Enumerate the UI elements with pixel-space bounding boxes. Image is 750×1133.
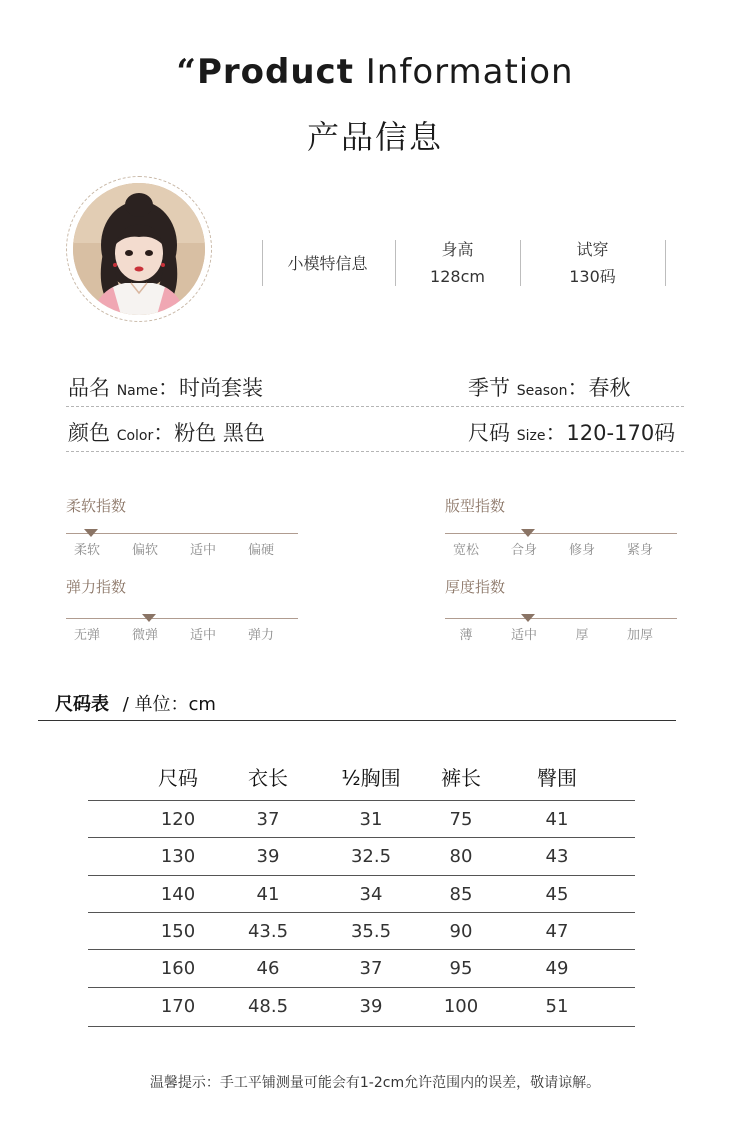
table-row-divider: [88, 875, 635, 876]
table-cell: 140: [160, 884, 196, 905]
table-cell: 41: [256, 884, 280, 905]
softness-index-label: 偏软: [131, 543, 158, 558]
table-cell: 95: [449, 958, 473, 979]
table-row-divider: [88, 800, 635, 801]
softness-index-scale: [66, 533, 298, 534]
table-header-cell: 衣长: [248, 766, 288, 790]
table-cell: 31: [359, 809, 383, 830]
softness-index-marker-icon: [84, 529, 98, 537]
fit-index-label: 修身: [568, 543, 595, 558]
fit-index-label: 宽松: [452, 543, 479, 558]
divider: [665, 240, 666, 286]
table-cell: 43.5: [247, 921, 289, 942]
title-rest: Information: [365, 52, 574, 92]
table-row-divider: [88, 1026, 635, 1027]
softness-index-label: 偏硬: [247, 543, 274, 558]
table-cell: 160: [160, 958, 196, 979]
color: 颜色 Color：粉色 黑色: [68, 421, 265, 445]
fit-index-label: 合身: [510, 543, 537, 558]
elasticity-index-title: 弹力指数: [66, 578, 127, 596]
table-cell: 32.5: [350, 846, 392, 867]
table-cell: 37: [256, 809, 280, 830]
divider: [262, 240, 263, 286]
fit-index-marker-icon: [521, 529, 535, 537]
table-cell: 100: [443, 996, 479, 1017]
table-row-divider: [88, 987, 635, 988]
table-row-divider: [88, 912, 635, 913]
table-cell: 35.5: [350, 921, 392, 942]
height-value: 128cm: [430, 267, 485, 286]
model-photo-icon: [73, 183, 205, 315]
table-cell: 43: [545, 846, 569, 867]
product-name: 品名 Name：时尚套装: [68, 376, 263, 400]
thickness-index-title: 厚度指数: [445, 578, 506, 596]
thickness-index-scale: [445, 618, 677, 619]
table-cell: 34: [359, 884, 383, 905]
title-bold: Product: [196, 52, 354, 92]
table-header-cell: 臀围: [537, 766, 577, 790]
table-cell: 45: [545, 884, 569, 905]
tryon-value: 130码: [569, 267, 616, 286]
table-cell: 90: [449, 921, 473, 942]
table-cell: 120: [160, 809, 196, 830]
thickness-index-label: 厚: [575, 628, 589, 643]
softness-index-label: 柔软: [73, 543, 100, 558]
table-cell: 41: [545, 809, 569, 830]
table-cell: 75: [449, 809, 473, 830]
table-cell: 39: [256, 846, 280, 867]
divider: [395, 240, 396, 286]
quote-mark: “: [176, 52, 197, 92]
elasticity-index-label: 微弹: [131, 628, 158, 643]
page-title-cn: 产品信息: [306, 118, 443, 156]
thickness-index-label: 适中: [510, 628, 537, 643]
model-label: 小模特信息: [287, 254, 368, 273]
dashed-divider: [66, 406, 684, 407]
elasticity-index-label: 无弹: [73, 628, 100, 643]
table-cell: 37: [359, 958, 383, 979]
fit-index-scale: [445, 533, 677, 534]
thickness-index-label: 薄: [459, 628, 473, 643]
table-rule: [38, 720, 676, 721]
height-label: 身高: [441, 240, 474, 259]
page-title-en: [0, 52, 750, 92]
table-cell: 85: [449, 884, 473, 905]
fit-index-label: 紧身: [626, 543, 653, 558]
table-cell: 170: [160, 996, 196, 1017]
table-header-cell: 裤长: [441, 766, 481, 790]
elasticity-index-marker-icon: [142, 614, 156, 622]
table-cell: 51: [545, 996, 569, 1017]
table-cell: 80: [449, 846, 473, 867]
avatar: [73, 183, 205, 315]
thickness-index-label: 加厚: [626, 628, 653, 643]
divider: [520, 240, 521, 286]
dashed-divider: [66, 451, 684, 452]
thickness-index-marker-icon: [521, 614, 535, 622]
table-cell: 49: [545, 958, 569, 979]
elasticity-index-scale: [66, 618, 298, 619]
season: 季节 Season：春秋: [468, 376, 631, 400]
tryon-label: 试穿: [576, 240, 609, 259]
table-header-cell: ½胸围: [341, 766, 401, 790]
table-cell: 46: [256, 958, 280, 979]
table-cell: 47: [545, 921, 569, 942]
size-range: 尺码 Size：120-170码: [468, 421, 676, 445]
elasticity-index-label: 适中: [189, 628, 216, 643]
table-cell: 150: [160, 921, 196, 942]
model-tryon: [540, 236, 645, 290]
model-height: [405, 236, 510, 290]
table-header-cell: 尺码: [158, 766, 198, 790]
table-row-divider: [88, 949, 635, 950]
measurement-note: 温馨提示：手工平铺测量可能会有1-2cm允许范围内的误差，敬请谅解。: [149, 1075, 601, 1091]
table-row-divider: [88, 837, 635, 838]
elasticity-index-label: 弹力: [247, 628, 274, 643]
table-cell: 48.5: [247, 996, 289, 1017]
size-table-title: 尺码表 / 单位：cm: [55, 694, 216, 715]
table-cell: 39: [359, 996, 383, 1017]
table-cell: 130: [160, 846, 196, 867]
softness-index-title: 柔软指数: [66, 497, 127, 515]
fit-index-title: 版型指数: [445, 497, 506, 515]
softness-index-label: 适中: [189, 543, 216, 558]
